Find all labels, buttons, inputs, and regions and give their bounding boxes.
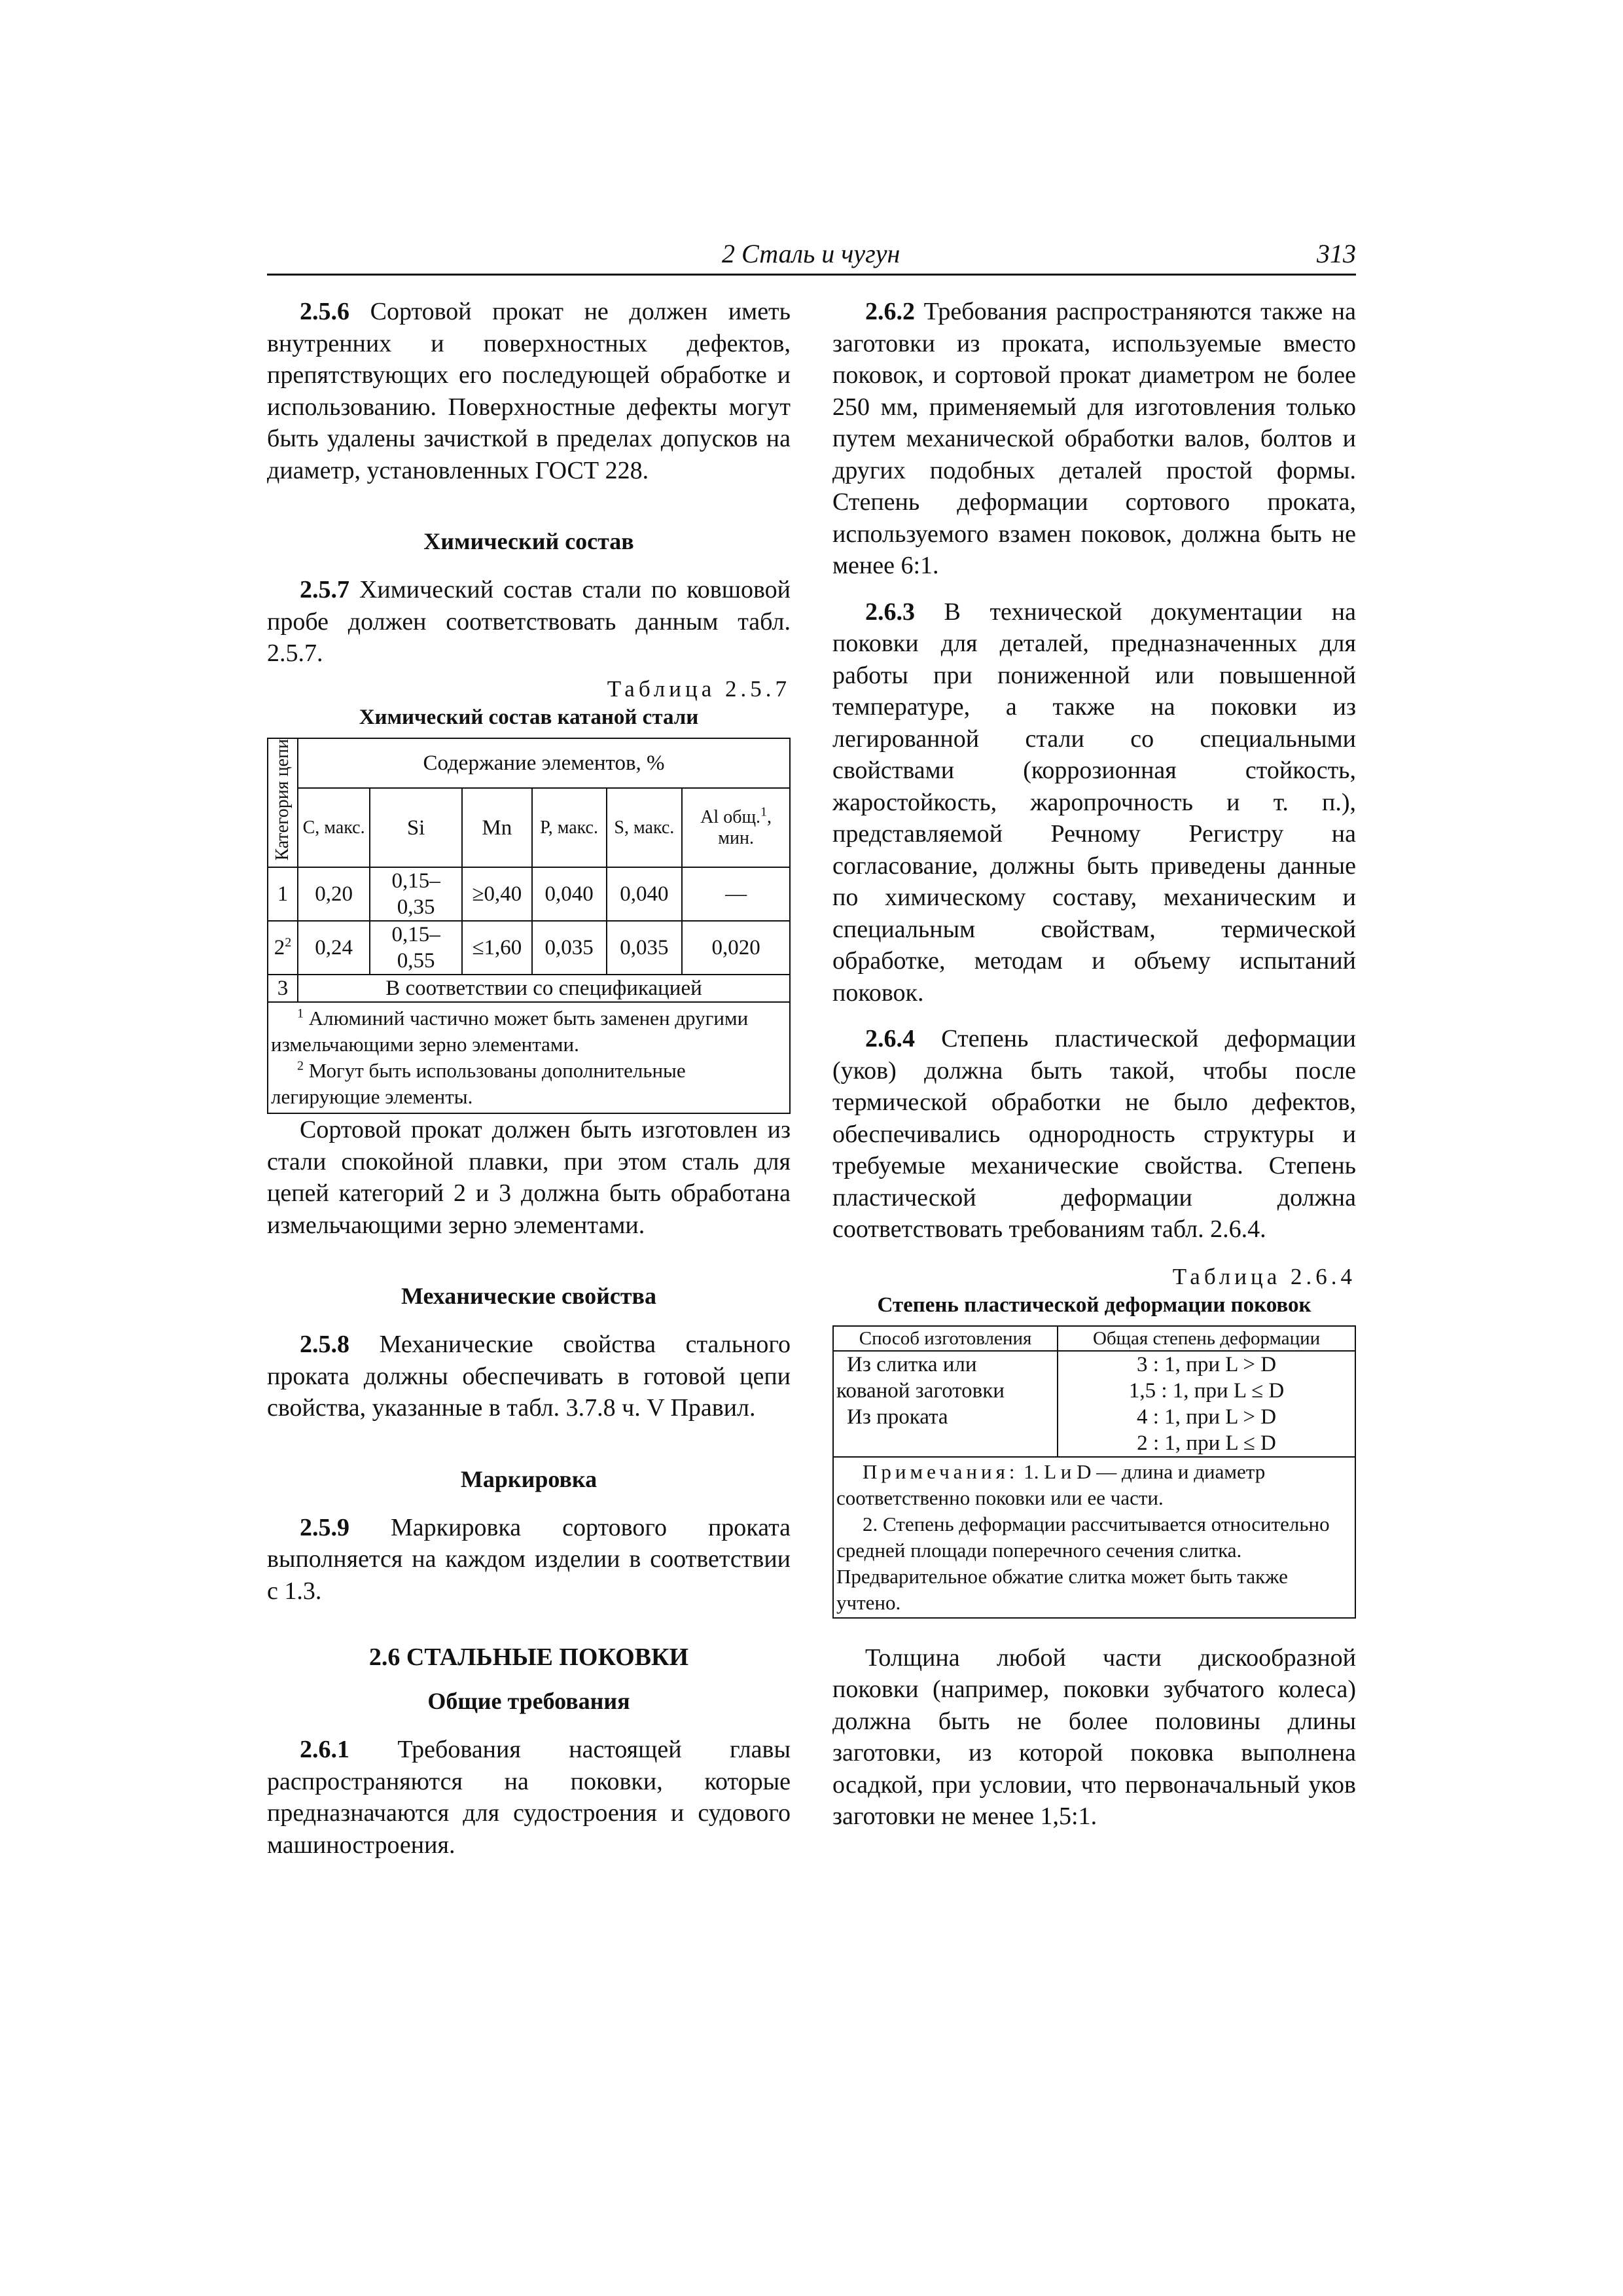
table-caption: Таблица 2.6.4: [1172, 1263, 1356, 1289]
clause-number: 2.6.1: [300, 1736, 349, 1764]
cell-method: Из слитка или кованой заготовки Из проката: [833, 1351, 1058, 1457]
page-header: [267, 237, 1356, 276]
paragraph-2-6-1: [267, 1734, 791, 1861]
right-column: [832, 296, 1356, 1833]
table-row: [268, 867, 790, 921]
heading-general-requirements: Общие требования: [427, 1688, 630, 1715]
page-number: 313: [1317, 239, 1356, 268]
paragraph-2-6-4: [832, 1023, 1356, 1246]
col-header-si: Si: [370, 788, 462, 867]
content-header: Содержание элементов, %: [298, 738, 790, 789]
paragraph-2-6-3: [832, 596, 1356, 1009]
table-note-1: Примечания: 1. L и D — длина и диаметр соответственно поковки или ее части.: [836, 1460, 1266, 1509]
cell-si: 0,15–0,35: [370, 867, 462, 921]
clause-text: Сортовой прокат не должен иметь внутренних и поверхностных дефектов, препятствующих его последующей обработке и использованию. Поверхностные дефекты могут быть удалены зачисткой в пределах допусков на диаметр, установленных ГОСТ 228.: [267, 298, 791, 484]
table-row: [268, 975, 790, 1002]
clause-text: Степень пластической деформации (уков) должна быть такой, чтобы после термической обработки не было дефектов, обеспечивались однородность структуры и требуемые механические свойства. Степень пластической деформации должна соответствовать требованиям табл. 2.6.4.: [832, 1025, 1356, 1243]
cell-si: 0,15–0,55: [370, 921, 462, 975]
cell-p: 0,040: [532, 867, 607, 921]
table-row: [268, 921, 790, 975]
cell-al: 0,020: [682, 921, 790, 975]
cell-category: 1: [268, 867, 298, 921]
chemical-composition-table: [267, 738, 791, 1115]
running-title: 2 Сталь и чугун: [722, 239, 901, 268]
table-note-2: $^2$ Могут быть использованы дополнительные легирующие элементы.: [271, 1058, 686, 1109]
paragraph-2-5-6: [267, 296, 791, 486]
col-header-p: P, макс.: [532, 788, 607, 867]
table-caption: Таблица 2.5.7: [607, 675, 791, 702]
col-header-s: S, макс.: [607, 788, 683, 867]
clause-text: Требования настоящей главы распространяются на поковки, которые предназначаются для судостроения и судового машиностроения.: [267, 1736, 791, 1859]
section-heading-steel-forgings: 2.6 СТАЛЬНЫЕ ПОКОВКИ: [368, 1643, 689, 1672]
paragraph-2-5-8: [267, 1329, 791, 1424]
col-header-mn: Mn: [462, 788, 532, 867]
clause-text: Механические свойства стального проката должны обеспечивать в готовой цепи свойства, указанные в табл. 3.7.8 ч. V Правил.: [267, 1331, 791, 1422]
col-header-al: Al общ.$^1$, мин.: [682, 788, 790, 867]
category-header: Категория цепи: [272, 738, 293, 861]
deformation-degree-table: [832, 1325, 1356, 1619]
table-title: Степень пластической деформации поковок: [877, 1293, 1311, 1317]
paragraph-2-5-7: [267, 574, 791, 670]
table-note-2: 2. Степень деформации рассчитывается относительно средней площади поперечного сечения слитка. Предварительное обжатие слитка может быть также учтено.: [836, 1512, 1330, 1614]
cell-category: 3: [268, 975, 298, 1002]
heading-marking: Маркировка: [460, 1465, 597, 1492]
cell-degree: 3 : 1, при L > D 1,5 : 1, при L ≤ D 4 : 1, при L > D 2 : 1, при L ≤ D: [1058, 1351, 1355, 1457]
table-title: Химический состав катаной стали: [359, 705, 699, 729]
clause-number: 2.5.9: [300, 1513, 349, 1541]
cell-c: 0,24: [298, 921, 370, 975]
heading-mechanical-properties: Механические свойства: [401, 1283, 656, 1310]
clause-number: 2.6.4: [865, 1025, 915, 1052]
cell-specification: В соответствии со спецификацией: [298, 975, 790, 1002]
paragraph-after-table: Сортовой прокат должен быть изготовлен из стали спокойной плавки, при этом сталь для цепей категорий 2 и 3 должна быть обработана измельчающими зерно элементами.: [267, 1116, 791, 1239]
clause-text: В технической документации на поковки для деталей, предназначенных для работы при пониженной или повышенной температуре, а также на поковки из легированной стали со специальными свойствами (коррозионная стойкость, жаростойкость, жаропрочность и т. п.), представляемой Речному Регистру на согласование, должны быть приведены данные по химическому составу, механическим и специальным свойствам, термической обработке, методам и объему испытаний поковок.: [832, 598, 1356, 1007]
cell-mn: ≥0,40: [462, 867, 532, 921]
cell-p: 0,035: [532, 921, 607, 975]
table-notes: [268, 1002, 790, 1113]
table-note-1: $^1$ Алюминий частично может быть заменен другими измельчающими зерно элементами.: [271, 1006, 749, 1056]
col-header-method: Способ изготовления: [833, 1326, 1058, 1351]
table-row: [833, 1351, 1355, 1457]
left-column: [267, 296, 791, 1861]
clause-number: 2.5.7: [300, 576, 349, 603]
cell-al: —: [682, 867, 790, 921]
paragraph-2-6-2: [832, 296, 1356, 582]
cell-s: 0,040: [607, 867, 683, 921]
table-notes: [833, 1457, 1355, 1618]
clause-number: 2.5.6: [300, 298, 349, 325]
clause-text: Химический состав стали по ковшовой пробе должен соответствовать данным табл. 2.5.7.: [267, 576, 791, 667]
paragraph-disc-forgings: Толщина любой части дискообразной поковки (например, поковки зубчатого колеса) должна быть не более половины длины заготовки, из которой поковка выполнена осадкой, при условии, что первоначальный уков заготовки не менее 1,5:1.: [832, 1643, 1356, 1830]
paragraph-2-5-9: [267, 1512, 791, 1607]
clause-text: Требования распространяются также на заготовки из проката, используемые вместо поковок, и сортовой прокат диаметром не более 250 мм, применяемый для изготовления только путем механической обработки валов, болтов и других подобных деталей простой формы. Степень деформации сортового проката, используемого взамен поковок, должна быть не менее 6:1.: [832, 298, 1357, 579]
col-header-c: C, макс.: [298, 788, 370, 867]
col-header-degree: Общая степень деформации: [1058, 1326, 1355, 1351]
cell-s: 0,035: [607, 921, 683, 975]
heading-chemical-composition: Химический состав: [423, 528, 634, 554]
category-header-cell: [268, 738, 298, 868]
cell-c: 0,20: [298, 867, 370, 921]
clause-number: 2.5.8: [300, 1331, 349, 1359]
clause-number: 2.6.3: [865, 598, 915, 626]
clause-text: Маркировка сортового проката выполняется на каждом изделии в соответствии с 1.3.: [267, 1513, 791, 1605]
cell-category: $2^2$: [268, 921, 298, 975]
clause-number: 2.6.2: [865, 298, 915, 325]
cell-mn: ≤1,60: [462, 921, 532, 975]
